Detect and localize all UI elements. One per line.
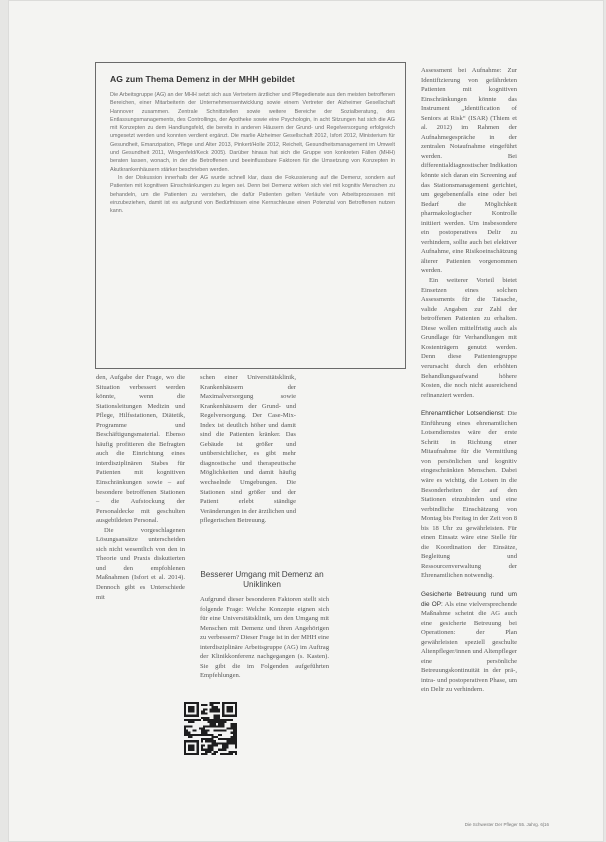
body-paragraph: Aufgrund dieser besonderen Faktoren stellt sich folgende Frage: Welche Konzepte eignen sich für eine Universitätsklinik, um den Umgang mit Menschen mit Demenz und ihren Angehörigen zu verbessern? Dieser Frage ist in der MHH eine interdisziplinäre Arbeitsgruppe (AG) im Auftrag der Klinikkonferenz nachgegangen (s. Kasten). Sie gibt die im Folgenden aufgeführten Empfehlungen. [200, 596, 329, 680]
column-left [96, 373, 185, 601]
info-box [95, 62, 406, 369]
column-middle-lower [200, 595, 329, 715]
body-paragraph: schen einer Universitätsklinik, Krankenhäusern der Maximalversorgung sowie Krankenhäusern der Grund- und Regelversorgung. Der Case-Mix-Index ist deutlich höher und damit sind die Patienten kränker. Das Gebäude ist größer und unübersichtlicher, es gibt mehr diagnostische und therapeutische Möglichkeiten und damit häufig wechselnde Umgebungen. Die Stationen sind größer und der Patient erlebt ständige Veränderungen in der ärztlichen und pflegerischen Betreuung. [200, 374, 296, 525]
body-paragraph: Ein weiterer Vorteil bietet Einsetzen eines solchen Assessments für die Tatsache, valide Angaben zur Zahl der betroffenen Patienten zu erhalten. Diese wollen mittelfristig auch als Grundlage für Verhandlungen mit Kostenträgern genutzt werden. Denn diese Patientengruppe verursacht durch den erhöhten Behandlungsaufwand höhere Kosten, die noch nicht ausreichend refinanziert werden. [421, 277, 517, 399]
info-box-paragraph: Die Arbeitsgruppe (AG) an der MHH setzt sich aus Vertretern ärztlicher und Pflegedienste aus den meisten betroffenen Bereichen, einer Mitarbeiterin der Unternehmensentwicklung sowie einem Vertreter der Alzheimer Gesellschaft Hannover zusammen. Zentrale Schnittstellen sowie weitere Bereiche der Sozialberatung, des Entlassungsmanagements, des Controllings, der Apotheke sowie eine Psychologin, in acht Sitzungen hat sich die AG mit Konzepten zu dem Handlungsfeld, die bereits in anderen Häusern der Grund- und Regelversorgung erfolgreich umgesetzt werden und konnten verdient ergänzt. Die marlie Alzheimer Gesellschaft 2012, Isfort 2012, Ministerium für Gesundheit, Emanzipation, Pflege und Alter 2013, Pinkert/Holle 2012, Reichelt, Gesundheitsmanagement im Umwelt und Gesundheit 2011, Wingenfeld/Keck 2005). Darüber hinaus hat sich die Gruppe von konkreten Fällen (MHH) beraten lassen, wonach, in der die Betroffenen und beeinflussbare Faktoren für die Umsetzung von Konzepten in Akutkrankenhäusern stärker beschrieben werden. [110, 92, 395, 173]
runin-body: Die Einführung eines ehrenamtlichen Lotsendienstes wäre der erste Schritt in Richtung einer Mitaufnahme für die Vermittlung von persönlichen und kognitiv eingeschränkten Menschen. Dabei wäre es wichtig, die Lotsen in die Besonderheiten der auf den Stationen einzubinden und eine verbindliche Einschätzung von Montag bis Freitag in der Zeit von 8 bis 18 Uhr zu gewährleisten. Für einen Einsatz wäre eine Stelle für die Koordination der Einsätze, Begleitung und Ressourcenverwaltung der Ehrenamtlichen notwendig. [421, 410, 517, 580]
info-box-paragraph: In der Diskussion innerhalb der AG wurde schnell klar, dass die Fokussierung auf die Demenz, sondern auf Patienten mit kognitiven Einschränkungen zu legen sei. Denn bei Demenz wirken sich viel mit kognitiv Menschen zu behandeln, um die Patienten zu verstehen, die dafür Patienten gelten Verläufe von Arbeitsprozessen mit einzubeziehen, damit ist es aufgrund von Bedürfnissen eine Kernschleuse einen Potenzial von Betroffenen nutzen kann. [110, 174, 395, 215]
column-middle [200, 373, 296, 563]
runin-heading: Gesicherte Betreuung rund um die OP: [421, 590, 517, 608]
body-paragraph-runin [421, 590, 517, 695]
page-footer: Die Schwester Der Pfleger 55. Jahrg. 6|16 [464, 822, 549, 827]
runin-heading: Ehrenamtlicher Lotsendienst: [421, 410, 505, 418]
info-box-title: AG zum Thema Demenz in der MHH gebildet [110, 74, 295, 84]
body-paragraph: Die vorgeschlagenen Lösungsansätze unterscheiden sich nicht wesentlich von den in Theorie und Praxis diskutierten und den empfohlenen Maßnahmen (Isfort et al. 2014). Dennoch gibt es Unterschiede mit [96, 526, 185, 601]
body-paragraph-runin [421, 409, 517, 581]
column-right [421, 66, 517, 799]
section-heading: Besserer Umgang mit Demenz an Uniklinken [200, 570, 324, 589]
body-paragraph: den, Aufgabe der Frage, wo die Situation verbessert werden könnte, wenn die Stationsleitungen Medizin und Pflege, Hilfsstationen, Diätetik, Programme und Beschäftigungsmaterial. Ebenso häufig profitieren die Befragten auch die Einrichtung eines interdisziplinären Stabes für Patienten mit kognitiven Einschränkungen sowie – auf besondere betroffenen Stationen – die Aufstockung der Personaldecke mit geschulten ausgebildeten Personal. [96, 374, 185, 525]
qr-code[interactable] [184, 702, 237, 755]
body-paragraph: Assessment bei Aufnahme: Zur Identifizierung von gefährdeten Patienten mit kognitiven Einschränkungen könnte das Instrument „Identification of Seniors at Risk“ (ISAR) (Thiem et al. 2012) im Rahmen der Aufnahmegespräche in der zentralen Notaufnahme eingeführt werden. Bei differentialdiagnostischer Indikation könnte sich daran ein Screening auf das Stationsmanagement gerichtet, um gegebenenfalls eine oder bei Bedarf die Möglichkeit pharmakologischer Kontrolle initiiert werden. Um insbesondere ein postoperatives Delir zu verhindern, sollte auch bei elektiver Aufnahme, eine Risikoeinschätzung älterer Patienten vorgenommen werden. [421, 67, 518, 275]
runin-body: Als eine vielversprechende Maßnahme scheint die AG auch eine gesicherte Betreuung bei Operationen: der Plan gewährleisten speziell geschulte Altenpfleger/innen und Altenpfleger eine persönliche Betreuungskontinuität in der prä-, intra- und postoperativen Phase, um ein Delir zu verhindern. [421, 600, 517, 694]
document-page [8, 0, 604, 842]
